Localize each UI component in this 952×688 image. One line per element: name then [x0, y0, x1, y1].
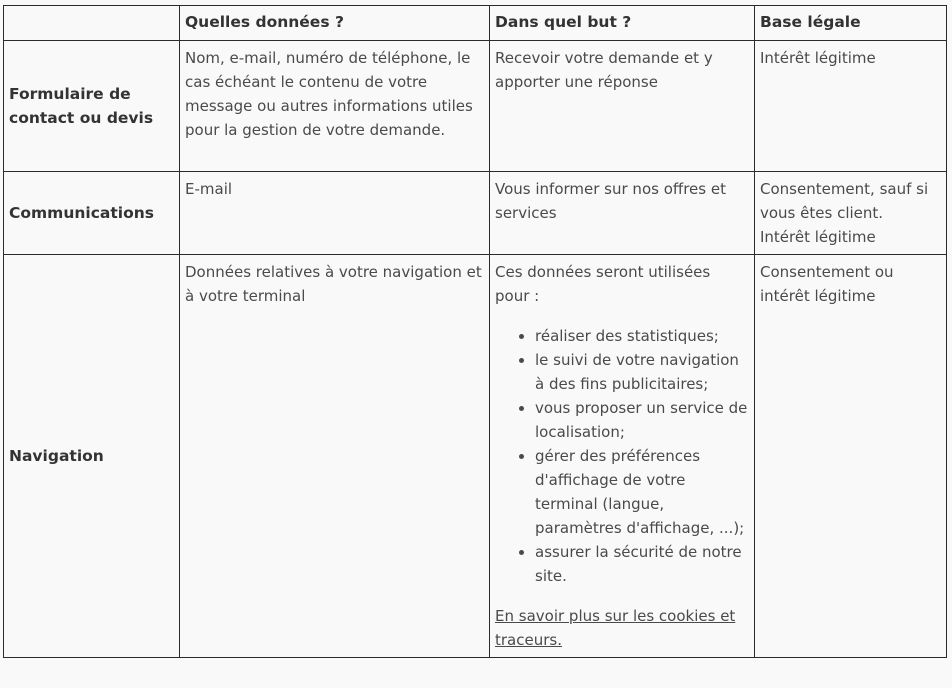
list-item: • réaliser des statistiques;: [535, 324, 749, 348]
header-data-column: Quelles données ?: [180, 6, 490, 41]
header-empty-cell: [4, 6, 180, 41]
list-item: • vous proposer un service de localisation;: [535, 396, 749, 444]
table-row: [4, 172, 947, 255]
legal-basis-cell: Intérêt légitime: [755, 41, 947, 172]
purpose-cell: Recevoir votre demande et y apporter une réponse: [490, 41, 755, 172]
purpose-cell: Vous informer sur nos offres et services: [490, 172, 755, 255]
purpose-cell: [490, 255, 755, 658]
row-label-contact-form: [4, 41, 180, 172]
list-item: • le suivi de votre navigation à des fins publicitaires;: [535, 348, 749, 396]
row-label-line: contact ou devis: [9, 109, 154, 127]
row-label-navigation: Navigation: [4, 255, 180, 658]
data-processing-table: [3, 5, 947, 658]
header-purpose-column: Dans quel but ?: [490, 6, 755, 41]
legal-basis-line: Consentement, sauf si vous êtes client.: [760, 180, 929, 222]
list-item: • gérer des préférences d'affichage de votre terminal (langue, paramètres d'affichage, ...);: [535, 444, 749, 540]
table-row: [4, 255, 947, 658]
cookies-info-link[interactable]: En savoir plus sur les cookies et traceurs.: [495, 607, 736, 649]
data-cell: Données relatives à votre navigation et à votre terminal: [180, 255, 490, 658]
purpose-list: [495, 324, 749, 588]
row-label-line: Formulaire de: [9, 85, 131, 103]
legal-basis-cell: Consentement ou intérêt légitime: [755, 255, 947, 658]
table-row: [4, 41, 947, 172]
data-cell: E-mail: [180, 172, 490, 255]
list-item: • assurer la sécurité de notre site.: [535, 540, 749, 588]
legal-basis-cell: [755, 172, 947, 255]
purpose-intro: Ces données seront utilisées pour :: [495, 263, 711, 305]
cookies-link-paragraph: [495, 604, 749, 652]
row-label-communications: Communications: [4, 172, 180, 255]
legal-basis-line: Intérêt légitime: [760, 228, 876, 246]
header-legal-basis-column: Base légale: [755, 6, 947, 41]
table-header-row: [4, 6, 947, 41]
data-cell: Nom, e-mail, numéro de téléphone, le cas échéant le contenu de votre message ou autres informations utiles pour la gestion de votre demande.: [180, 41, 490, 172]
